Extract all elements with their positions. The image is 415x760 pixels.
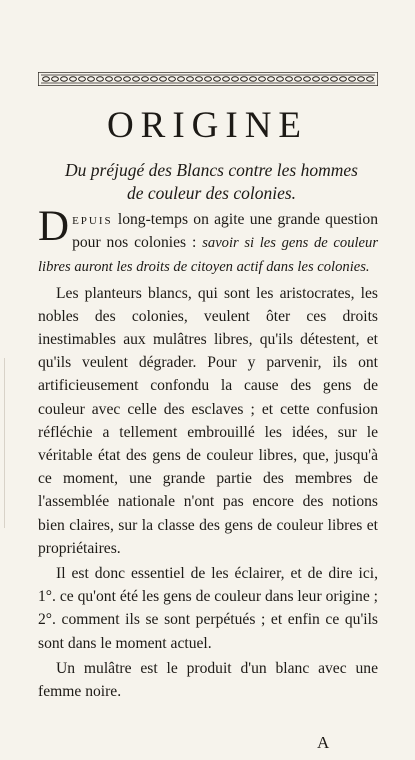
ornament-link bbox=[205, 77, 212, 81]
ornament-link bbox=[241, 77, 248, 81]
ornament-link bbox=[313, 77, 320, 81]
ornament-link bbox=[331, 77, 338, 81]
ornament-link bbox=[223, 77, 230, 81]
paragraph-2: Les planteurs blancs, qui sont les aristocrates, les nobles des colonies, veulent ôter ces droits inestimables aux mulâtres libres, qu'ils détestent, et qu'ils veulent dégrader. Pour y parvenir, ils ont artificieusement confondu la cause des gens de couleur avec celle des esclaves ; et cette confusion réfléchie a tellement embrouillé les idées, sur le véritable état des gens de couleur libres, que, jusqu'à ce moment, une grande partie des membres de l'assemblée nationale n'ont pas encore des notions bien claires, sur la classe des gens de couleur libres et propriétaires. bbox=[38, 284, 378, 557]
ornament-link bbox=[349, 77, 356, 81]
paragraph-1-text: long-temps on agite une grande question pour nos colonies : bbox=[72, 211, 378, 252]
ornament-link bbox=[322, 77, 329, 81]
ornament-link bbox=[286, 77, 293, 81]
ornament-link bbox=[214, 77, 221, 81]
ornament-link bbox=[124, 77, 131, 81]
paragraph-3: Il est donc essentiel de les éclairer, et de dire ici, 1°. ce qu'ont été les gens de couleur dans leur origine ; 2°. comment ils se sont perpétués ; et enfin ce qu'ils sont dans le moment actuel. bbox=[38, 565, 378, 652]
ornament-link bbox=[61, 77, 68, 81]
drop-cap: D bbox=[38, 203, 70, 250]
ornament-link bbox=[178, 77, 185, 81]
ornament-link bbox=[79, 77, 86, 81]
paragraph-1 bbox=[38, 203, 379, 280]
ornament-link bbox=[295, 77, 302, 81]
page-title: ORIGINE bbox=[106, 105, 309, 146]
ornament-link bbox=[70, 77, 77, 81]
ornament-link bbox=[43, 77, 50, 81]
ornament-link bbox=[160, 77, 167, 81]
ornament-link bbox=[196, 77, 203, 81]
ornament-link bbox=[340, 77, 347, 81]
signature-mark: A bbox=[317, 733, 330, 752]
ornament-link bbox=[115, 77, 122, 81]
ornament-link bbox=[268, 77, 275, 81]
opening-word: epuis bbox=[72, 211, 113, 228]
ornament-link bbox=[169, 77, 176, 81]
subtitle-line-1: Du préjugé des Blancs contre les hommes bbox=[65, 160, 358, 180]
subtitle bbox=[20, 159, 403, 205]
ornament-link bbox=[277, 77, 284, 81]
ornament-link bbox=[250, 77, 257, 81]
subtitle-line-2: de couleur des colonies. bbox=[126, 183, 297, 203]
ornament-link bbox=[304, 77, 311, 81]
ornament-link bbox=[52, 77, 59, 81]
body-text bbox=[38, 203, 379, 705]
ornament-link bbox=[88, 77, 95, 81]
paragraph-4: Un mulâtre est le produit d'un blanc avec une femme noire. bbox=[38, 659, 378, 701]
ornament-link bbox=[133, 77, 140, 81]
ornament-link bbox=[142, 77, 149, 81]
ornament-link bbox=[151, 77, 158, 81]
ornament-link bbox=[106, 77, 113, 81]
ornament-band bbox=[38, 72, 378, 86]
ornament-link bbox=[187, 77, 194, 81]
ornament-link bbox=[259, 77, 266, 81]
ornament-link bbox=[97, 77, 104, 81]
ornament-link bbox=[367, 77, 374, 81]
page-gutter-line bbox=[4, 358, 5, 528]
ornament-link bbox=[232, 77, 239, 81]
ornament-link bbox=[358, 77, 365, 81]
paragraph-1-italic: savoir si les gens de couleur libres auront les droits de citoyen actif dans les colonies. bbox=[38, 235, 379, 276]
